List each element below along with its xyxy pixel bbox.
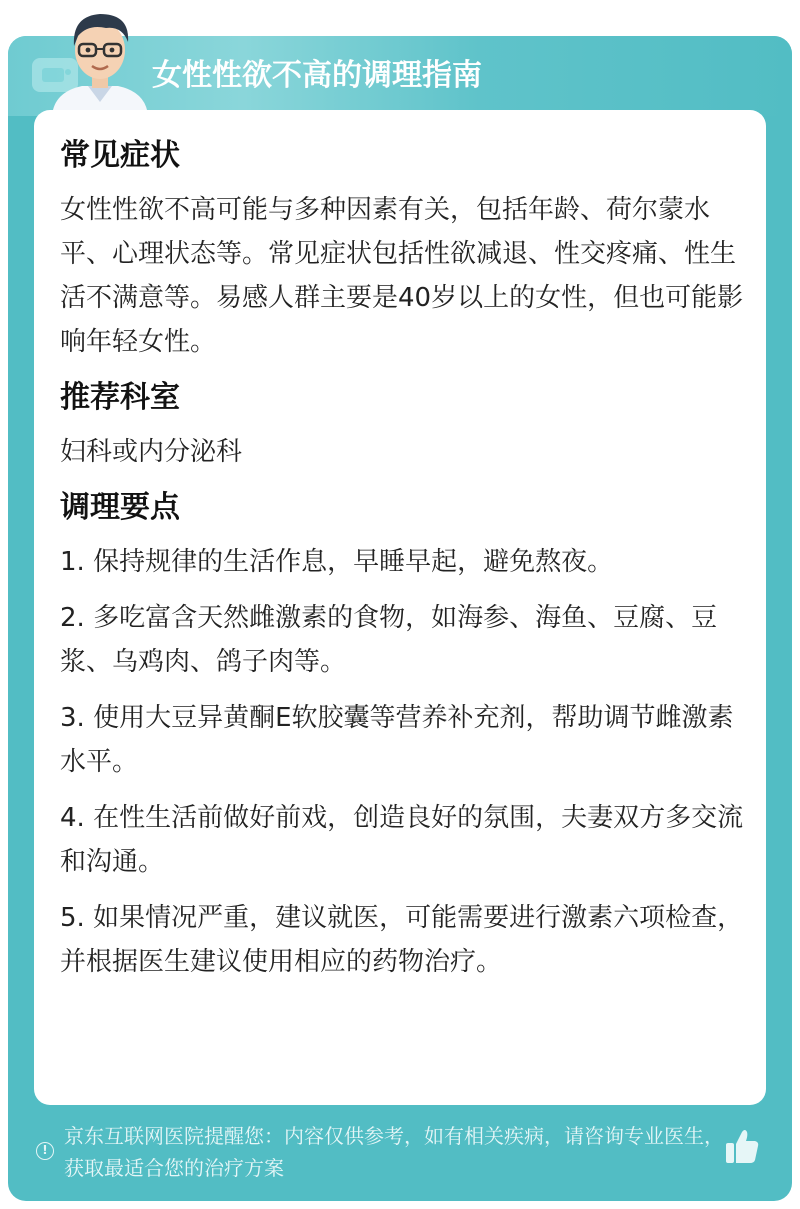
page-title: 女性性欲不高的调理指南: [152, 58, 482, 93]
symptoms-text: 女性性欲不高可能与多种因素有关，包括年龄、荷尔蒙水平、心理状态等。常见症状包括性欲减退、性交疼痛、性生活不满意等。易感人群主要是40岁以上的女性，但也可能影响年轻女性。: [60, 195, 744, 357]
tip-item: 1. 保持规律的生活作息，早睡早起，避免熬夜。: [60, 547, 614, 577]
symptoms-heading: 常见症状: [60, 138, 180, 173]
disclaimer-text: 京东互联网医院提醒您：内容仅供参考，如有相关疾病，请咨询专业医生，获取最适合您的治疗方案: [64, 1124, 724, 1180]
doctor-avatar: [44, 6, 156, 116]
thumbs-up-icon[interactable]: [724, 1126, 760, 1166]
tip-item: 3. 使用大豆异黄酮E软胶囊等营养补充剂，帮助调节雌激素水平。: [60, 703, 734, 777]
tip-item: 2. 多吃富含天然雌激素的食物，如海参、海鱼、豆腐、豆浆、乌鸡肉、鸽子肉等。: [60, 603, 718, 677]
tips-heading: 调理要点: [60, 490, 180, 525]
department-text: 妇科或内分泌科: [60, 437, 243, 467]
tip-item: 4. 在性生活前做好前戏，创造良好的氛围，夫妻双方多交流和沟通。: [60, 803, 744, 877]
content-card: [34, 110, 766, 1105]
info-icon: !: [36, 1142, 54, 1160]
content-body: [60, 134, 750, 996]
department-heading: 推荐科室: [60, 380, 180, 415]
tip-item: 5. 如果情况严重，建议就医，可能需要进行激素六项检查，并根据医生建议使用相应的药物治疗。: [60, 903, 744, 977]
